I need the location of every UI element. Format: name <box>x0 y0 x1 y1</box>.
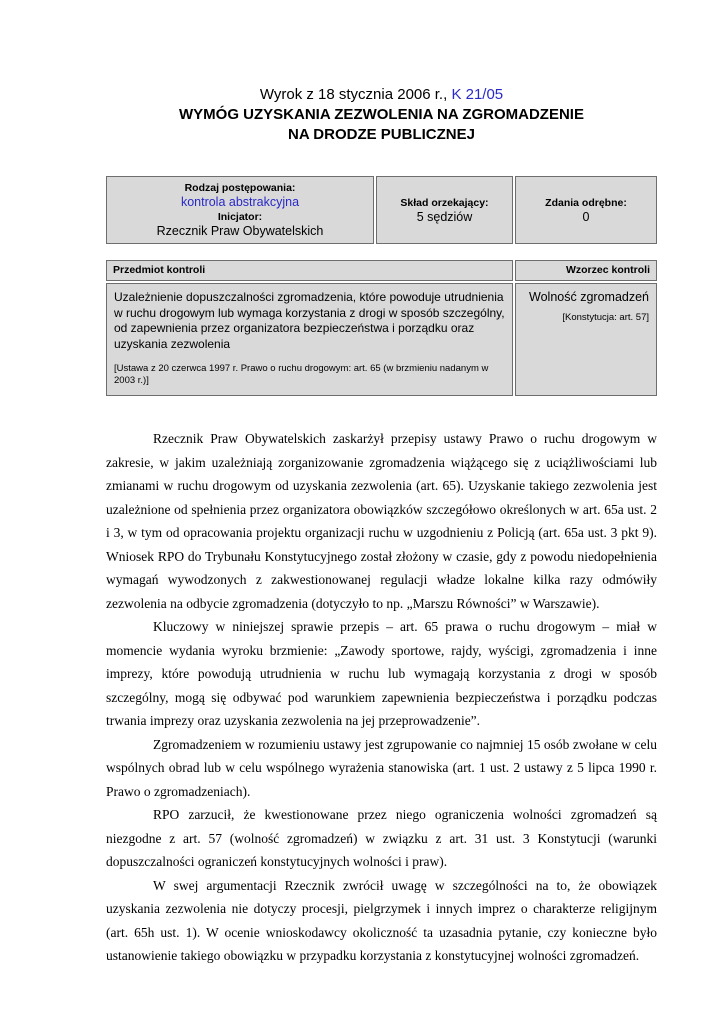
bench-cell <box>376 176 513 244</box>
judgment-summary <box>106 427 657 968</box>
judgment-date-line <box>106 85 657 105</box>
summary-paragraph-1: Rzecznik Praw Obywatelskich zaskarżył przepisy ustawy Prawo o ruchu drogowym w zakresie, w jakim uzależniają zorganizowanie zgromadzenia wiążącego się z uciążliwościami lub zmianami w ruchu drogowym od uzyskania zezwolenia (art. 65). Uzyskanie takiego zezwolenia jest uzależnione od spełnienia przez organizatora obowiązków szczegółowo określonych w art. 65a ust. 2 i 3, w tym od opracowania projektu organizacji ruchu w uzgodnieniu z Policją (art. 65a ust. 3 pkt 9). Wniosek RPO do Trybunału Konstytucyjnego został złożony w czasie, gdy z powodu niedopełnienia wymagań wywodzonych z zakwestionowanej regulacji władze lokalne kilka razy odmówiły zezwolenia na odbycie zgromadzenia (dotyczyło to np. „Marszu Równości” w Warszawie). <box>106 431 657 611</box>
subject-legal-reference: [Ustawa z 20 czerwca 1997 r. Prawo o ruchu drogowym: art. 65 (w brzmieniu nadanym w 2003 r.)] <box>114 363 489 386</box>
pattern-of-review-cell <box>515 283 657 396</box>
summary-paragraph-2: Kluczowy w niniejszej sprawie przepis – art. 65 prawa o ruchu drogowym – miał w momencie wydania wyroku brzmienie: „Zawody sportowe, rajdy, wyścigi, zgromadzenia i inne imprezy, które powodują utrudnienia w ruchu lub wymagają korzystania z drogi w sposób szczególny, mogą się odbywać pod warunkiem zapewnienia bezpieczeństwa i porządku podczas trwania imprezy oraz uzyskania zezwolenia na jej przeprowadzenie”. <box>106 619 657 728</box>
document-title <box>106 85 657 145</box>
subject-of-review-header: Przedmiot kontroli <box>106 260 513 281</box>
dissents-label: Zdania odrębne: <box>545 196 627 209</box>
bench-label: Skład orzekający: <box>400 196 489 209</box>
case-number: K 21/05 <box>451 86 504 103</box>
proceeding-info-table <box>106 176 657 244</box>
review-table <box>106 260 657 396</box>
proceeding-type-cell <box>106 176 374 244</box>
proceeding-type-value: kontrola abstrakcyjna <box>180 195 300 209</box>
judgment-title-line2: NA DRODZE PUBLICZNEJ <box>288 126 475 143</box>
subject-of-review-text: Uzależnienie dopuszczalności zgromadzenia, które powoduje utrudnienia w ruchu drogowym lub wymaga korzystania z drogi w sposób szczególny, od zapewnienia przez organizatora bezpieczeństwa i porządku oraz uzyskania zezwolenia <box>114 290 505 351</box>
pattern-of-review-text: Wolność zgromadzeń <box>529 290 649 304</box>
summary-paragraph-4: RPO zarzucił, że kwestionowane przez niego ograniczenia wolności zgromadzeń są niezgodne z art. 57 (wolność zgromadzeń) w związku z art. 31 ust. 3 Konstytucji (warunki dopuszczalności ograniczeń konstytucyjnych wolności i praw). <box>106 807 657 869</box>
pattern-legal-reference: [Konstytucja: art. 57] <box>562 312 649 323</box>
page-content <box>106 0 657 968</box>
dissents-cell <box>515 176 657 244</box>
pattern-of-review-header: Wzorzec kontroli <box>515 260 657 281</box>
judgment-date: Wyrok z 18 stycznia 2006 r., <box>259 86 452 103</box>
dissents-value: 0 <box>582 209 590 224</box>
summary-paragraph-3: Zgromadzeniem w rozumieniu ustawy jest zgrupowanie co najmniej 15 osób zwołane w celu wspólnych obrad lub w celu wspólnego wyrażenia stanowiska (art. 1 ust. 2 ustawy z 5 lipca 1990 r. Prawo o zgromadzeniach). <box>106 736 657 799</box>
subject-of-review-cell <box>106 283 513 396</box>
proceeding-type-label: Rodzaj postępowania: <box>184 182 296 194</box>
initiator-value: Rzecznik Praw Obywatelskich <box>156 224 324 238</box>
judgment-title-line1: WYMÓG UZYSKANIA ZEZWOLENIA NA ZGROMADZENIE <box>179 106 584 123</box>
initiator-label: Inicjator: <box>217 211 263 223</box>
summary-paragraph-5: W swej argumentacji Rzecznik zwrócił uwagę w szczególności na to, że obowiązek uzyskania zezwolenia nie dotyczy procesji, pielgrzymek i innych imprez o charakterze religijnym (art. 65h ust. 1). W ocenie wnioskodawcy okoliczność ta uzasadnia pytanie, czy konieczne było ustanowienie takiego obowiązku w przypadku korzystania z konstytucyjnej wolności zgromadzeń. <box>106 877 657 963</box>
bench-value: 5 sędziów <box>416 209 473 224</box>
